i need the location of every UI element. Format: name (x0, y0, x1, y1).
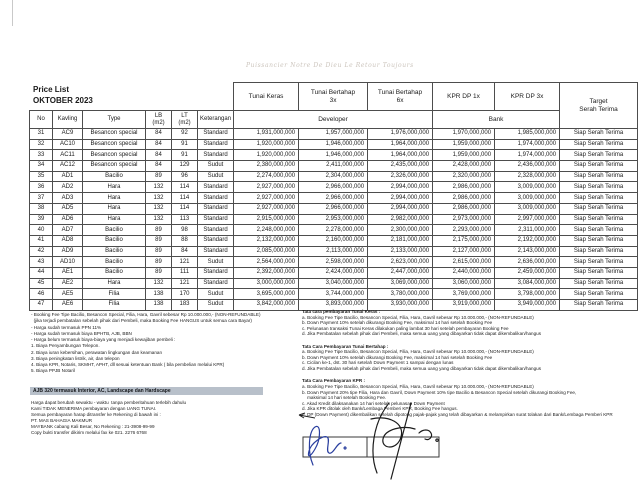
cell-no: 42 (30, 246, 53, 257)
cell-keterangan: Standard (198, 267, 234, 278)
cell-keterangan: Standard (198, 203, 234, 214)
cell-tunai_bertahap_6x: 2,133,000,000 (368, 246, 433, 257)
cell-tunai_bertahap_6x: 2,326,000,000 (368, 171, 433, 182)
cell-no: 35 (30, 171, 53, 182)
cell-kavling: AC11 (53, 150, 83, 161)
cell-type: Hara (83, 278, 146, 289)
cell-no: 32 (30, 139, 53, 150)
cell-kpr_dp_1x: 3,769,000,000 (433, 289, 495, 300)
cell-no: 40 (30, 225, 53, 236)
note-line: 5. Biaya PPJB Notaril (31, 368, 75, 374)
cell-no: 41 (30, 235, 53, 246)
cell-keterangan: Sudut (198, 171, 234, 182)
col-header-kpr-dp-3x: KPR DP 3x (495, 83, 560, 111)
cell-lb: 132 (146, 203, 172, 214)
cell-tunai_bertahap_3x: 2,304,000,000 (299, 171, 368, 182)
cell-tunai_bertahap_3x: 2,953,000,000 (299, 214, 368, 225)
section-item: c. Pelunasan transaksi Tunai Keras dilakukan paling lambat 30 hari setelah pembayaran Booking Fee (302, 325, 509, 331)
cell-tunai_keras: 3,842,000,000 (234, 300, 299, 311)
cell-kavling: AD6 (53, 214, 83, 225)
cell-lb: 84 (146, 129, 172, 140)
cell-tunai_bertahap_6x: 3,069,000,000 (368, 278, 433, 289)
header-line: Tunai Bertahap (310, 89, 356, 97)
cell-tunai_keras: 2,927,000,000 (234, 193, 299, 204)
cell-type: Bacilio (83, 235, 146, 246)
cell-target: Siap Serah Terima (560, 139, 638, 150)
cell-kpr_dp_3x: 2,436,000,000 (495, 161, 560, 172)
cell-kavling: AC9 (53, 129, 83, 140)
cell-target: Siap Serah Terima (560, 267, 638, 278)
cell-lt: 111 (172, 267, 198, 278)
pen-arrow-icon (299, 413, 315, 418)
cell-type: Besancon special (83, 161, 146, 172)
cell-kavling: AE1 (53, 267, 83, 278)
cell-kpr_dp_1x: 2,440,000,000 (433, 267, 495, 278)
cell-type: Hara (83, 203, 146, 214)
cell-tunai_bertahap_3x: 3,893,000,000 (299, 300, 368, 311)
section-title: Tata Cara Pembayaran Tunai Bertahap : (302, 343, 389, 349)
cell-lb: 138 (146, 289, 172, 300)
cell-kpr_dp_1x: 2,986,000,000 (433, 203, 495, 214)
cell-no: 43 (30, 257, 53, 268)
section-item: a. Booking Fee Tipe Bacilio, Besancon Special, Filia, Hara, Gavril sebesar Rp 10.000.000,- (NON-REFUNDABLE) (302, 384, 534, 390)
cell-tunai_bertahap_6x: 1,964,000,000 (368, 150, 433, 161)
cell-target: Siap Serah Terima (560, 171, 638, 182)
cell-no: 37 (30, 193, 53, 204)
cell-lb: 132 (146, 278, 172, 289)
cell-no: 34 (30, 161, 53, 172)
table-row (30, 235, 638, 246)
cell-kpr_dp_1x: 2,986,000,000 (433, 182, 495, 193)
note-line: (jika terjadi pembatalan sebelah pihak dari Pembeli, maka Booking Fee HANGUS untuk semua cara Bayar) (31, 318, 252, 324)
cell-lt: 114 (172, 203, 198, 214)
cell-no: 47 (30, 300, 53, 311)
cell-lb: 89 (146, 225, 172, 236)
note-line: - Booking Fee Tipe Bacilio, Besancon Special, Filia, Hara, Gavril sebesar Rp 10.000.000,- (NON-REFUNDABLE) (31, 312, 261, 317)
section-title: Tata Cara Pembayaran KPR : (302, 378, 365, 384)
note-line: - Harga sudah termasuk biaya BPHTB, AJB, BBN (31, 330, 132, 336)
cell-target: Siap Serah Terima (560, 129, 638, 140)
cell-keterangan: Sudut (198, 257, 234, 268)
cell-lb: 138 (146, 300, 172, 311)
cell-tunai_keras: 2,927,000,000 (234, 182, 299, 193)
cell-kpr_dp_1x: 2,986,000,000 (433, 193, 495, 204)
header-line: LT (181, 112, 188, 119)
cell-kpr_dp_3x: 2,311,000,000 (495, 225, 560, 236)
cell-lt: 121 (172, 257, 198, 268)
cell-kavling: AD2 (53, 182, 83, 193)
cell-tunai_bertahap_3x: 3,744,000,000 (299, 289, 368, 300)
cell-lt: 114 (172, 182, 198, 193)
cell-tunai_bertahap_6x: 2,982,000,000 (368, 214, 433, 225)
cell-target: Siap Serah Terima (560, 289, 638, 300)
cell-keterangan: Sudut (198, 289, 234, 300)
cell-tunai_bertahap_6x: 2,447,000,000 (368, 267, 433, 278)
header-line: Serah Terima (579, 105, 618, 113)
cell-kpr_dp_1x: 1,970,000,000 (433, 129, 495, 140)
cell-keterangan: Standard (198, 214, 234, 225)
cell-tunai_keras: 2,274,000,000 (234, 171, 299, 182)
cell-keterangan: Standard (198, 182, 234, 193)
header-line: (m2) (178, 119, 191, 126)
table-row (30, 129, 638, 140)
cell-kavling: AE2 (53, 278, 83, 289)
cell-lt: 98 (172, 225, 198, 236)
cell-kpr_dp_3x: 3,798,000,000 (495, 289, 560, 300)
cell-lb: 89 (146, 171, 172, 182)
cell-tunai_keras: 2,915,000,000 (234, 214, 299, 225)
header-line: Target (589, 98, 608, 106)
cell-kavling: AE5 (53, 289, 83, 300)
payment-instructions (31, 400, 276, 435)
section-item: d. Jika Pembatalan sebelah pihak dari Pembeli, maka semua uang yang dibayarkan tidak dapat dikembalikan/hangus (302, 331, 542, 337)
cell-tunai_keras: 3,695,000,000 (234, 289, 299, 300)
cell-keterangan: Standard (198, 150, 234, 161)
cell-target: Siap Serah Terima (560, 203, 638, 214)
cell-tunai_keras: 2,380,000,000 (234, 161, 299, 172)
cell-target: Siap Serah Terima (560, 214, 638, 225)
cell-kavling: AD8 (53, 235, 83, 246)
cell-tunai_bertahap_3x: 2,598,000,000 (299, 257, 368, 268)
cell-no: 33 (30, 150, 53, 161)
section-item: b. Down Payment 20% tipe Filia, Hara dan Gavril, Down Payment 10% tipe Bacilio & Besancon Special setelah dikurangi Booking Fee, (302, 389, 577, 395)
section-item: c. Akad Kredit dilaksanakan 14 hari setelah pelunasan Down Payment (302, 400, 445, 406)
table-row (30, 214, 638, 225)
cell-type: Besancon special (83, 139, 146, 150)
cell-lt: 84 (172, 246, 198, 257)
cell-kpr_dp_3x: 1,985,000,000 (495, 129, 560, 140)
payment-line: Semua pembayaran harap ditransfer ke Rekening di bawah ini : (31, 411, 161, 417)
cell-kavling: AC12 (53, 161, 83, 172)
cell-type: Bacilio (83, 257, 146, 268)
cell-kavling: AE6 (53, 300, 83, 311)
header-row-2 (30, 111, 638, 129)
cell-tunai_keras: 2,132,000,000 (234, 235, 299, 246)
col-header-lt (172, 111, 198, 129)
cell-target: Siap Serah Terima (560, 182, 638, 193)
cell-type: Hara (83, 193, 146, 204)
cell-target: Siap Serah Terima (560, 257, 638, 268)
signature-blue-icon (308, 426, 346, 465)
cell-lt: 121 (172, 278, 198, 289)
table-row (30, 182, 638, 193)
cell-tunai_bertahap_6x: 2,181,000,000 (368, 235, 433, 246)
cell-kavling: AD10 (53, 257, 83, 268)
cell-tunai_keras: 2,085,000,000 (234, 246, 299, 257)
header-line: 3x (329, 96, 337, 104)
table-row (30, 193, 638, 204)
cell-tunai_bertahap_6x: 2,994,000,000 (368, 193, 433, 204)
cell-lb: 89 (146, 257, 172, 268)
signature-box-left (303, 437, 367, 457)
section-item: b. Down Payment 10% setelah dikurangi Booking Fee, maksimal 14 hari setelah Booking Fee (302, 354, 493, 360)
cell-kpr_dp_1x: 2,615,000,000 (433, 257, 495, 268)
table-row (30, 246, 638, 257)
cell-lb: 132 (146, 182, 172, 193)
cell-type: Bacilio (83, 246, 146, 257)
col-header-tunai-bertahap-6x (368, 83, 433, 111)
header-line: (m2) (152, 119, 165, 126)
note-line: - Harga sudah termasuk PPN 11% (31, 324, 102, 330)
cell-keterangan: Standard (198, 235, 234, 246)
cell-tunai_bertahap_3x: 3,040,000,000 (299, 278, 368, 289)
cell-type: Hara (83, 214, 146, 225)
cell-tunai_bertahap_6x: 2,994,000,000 (368, 182, 433, 193)
payment-terms-section (302, 344, 640, 372)
col-header-tunai-keras: Tunai Keras (234, 83, 299, 111)
cell-kpr_dp_3x: 3,084,000,000 (495, 278, 560, 289)
payment-line: Harga dapat berubah sewaktu - waktu tanpa pemberitahuan terlebih dahulu (31, 400, 187, 405)
cell-tunai_bertahap_6x: 1,964,000,000 (368, 139, 433, 150)
cell-target: Siap Serah Terima (560, 161, 638, 172)
cell-tunai_bertahap_6x: 2,435,000,000 (368, 161, 433, 172)
cell-type: Bacilio (83, 267, 146, 278)
cell-tunai_bertahap_3x: 1,957,000,000 (299, 129, 368, 140)
cell-lt: 183 (172, 300, 198, 311)
cell-kpr_dp_1x: 2,320,000,000 (433, 171, 495, 182)
col-header-lb (146, 111, 172, 129)
cell-lb: 89 (146, 267, 172, 278)
cell-tunai_keras: 1,931,000,000 (234, 129, 299, 140)
note-line: 2. Biaya iuran kebersihan, perawatan lingkungan dan keamanan (31, 349, 163, 355)
cell-target: Siap Serah Terima (560, 193, 638, 204)
payment-line: PT. MAS BAHAGIA MAKMUR (31, 417, 93, 423)
cell-tunai_bertahap_3x: 2,278,000,000 (299, 225, 368, 236)
cell-lb: 84 (146, 161, 172, 172)
cell-lb: 89 (146, 235, 172, 246)
cell-lt: 91 (172, 150, 198, 161)
payment-line: MAYBANK cabang Kali Besar, No Rekening : 21-3908-99-99 (31, 423, 155, 429)
cell-kavling: AC10 (53, 139, 83, 150)
cell-type: Besancon special (83, 129, 146, 140)
table-row (30, 150, 638, 161)
cell-target: Siap Serah Terima (560, 300, 638, 311)
header-row-1 (30, 83, 638, 111)
signature-black-icon (371, 403, 438, 479)
cell-keterangan: Standard (198, 193, 234, 204)
cell-tunai_bertahap_6x: 2,300,000,000 (368, 225, 433, 236)
cell-kpr_dp_3x: 2,328,000,000 (495, 171, 560, 182)
cell-tunai_keras: 1,920,000,000 (234, 139, 299, 150)
cell-type: Filia (83, 289, 146, 300)
notes-left (31, 312, 276, 375)
scan-artifact-line (12, 0, 13, 26)
payment-line: Copy bukti transfer dikirim melalui fax ke 021. 2276 6768 (31, 429, 147, 435)
cell-kpr_dp_1x: 2,428,000,000 (433, 161, 495, 172)
section-item: e. DP (Down Payment) dikembalikan setelah dipotong pajak-pajak yang telah dibayarkan & melampirkan surat tolakan dari Bank/Lembaga Pemberi KPR (302, 411, 613, 417)
cell-lb: 89 (146, 246, 172, 257)
cell-tunai_bertahap_3x: 1,946,000,000 (299, 150, 368, 161)
col-header-keterangan: Keterangan (198, 111, 234, 129)
section-item: d. Jika KPR ditolak oleh Bank/Lembaga Pemberi KPR, Booking Fee hangus. (302, 406, 458, 412)
cell-no: 44 (30, 267, 53, 278)
cell-tunai_keras: 3,000,000,000 (234, 278, 299, 289)
col-header-kpr-dp-1x: KPR DP 1x (433, 83, 495, 111)
cell-lb: 84 (146, 150, 172, 161)
note-line: 4. Biaya KPR, Notaris, SKMHT, APHT, dll sesuai ketentuan Bank ( bila pembelian melalui KPR) (31, 362, 225, 367)
cell-kpr_dp_1x: 2,175,000,000 (433, 235, 495, 246)
cell-lb: 132 (146, 193, 172, 204)
cell-tunai_keras: 2,248,000,000 (234, 225, 299, 236)
cell-type: Bacilio (83, 225, 146, 236)
cell-keterangan: Sudut (198, 161, 234, 172)
cell-lt: 91 (172, 139, 198, 150)
cell-kavling: AD5 (53, 203, 83, 214)
cell-tunai_bertahap_6x: 1,976,000,000 (368, 129, 433, 140)
cell-keterangan: Standard (198, 246, 234, 257)
cell-no: 36 (30, 182, 53, 193)
cell-tunai_bertahap_3x: 2,966,000,000 (299, 182, 368, 193)
group-header-bank: Bank (433, 111, 560, 129)
price-table-body (30, 129, 638, 311)
cell-lt: 129 (172, 161, 198, 172)
cell-kpr_dp_3x: 1,974,000,000 (495, 139, 560, 150)
cell-keterangan: Standard (198, 278, 234, 289)
section-title: Tata cara pembayaran Tunai Keras : (302, 309, 381, 314)
cell-kpr_dp_3x: 2,636,000,000 (495, 257, 560, 268)
cell-kpr_dp_1x: 3,919,000,000 (433, 300, 495, 311)
signature-area (293, 393, 453, 480)
note-line: 1. Biaya Penyambungan Telepon. (31, 343, 100, 349)
cell-tunai_bertahap_6x: 3,780,000,000 (368, 289, 433, 300)
table-row (30, 289, 638, 300)
cell-lb: 84 (146, 139, 172, 150)
section-item: c. Cicilan ke-1, dst. 30 hari setelah Down Payment 1 sampai dengan lunas (302, 360, 454, 366)
table-row (30, 257, 638, 268)
cell-keterangan: Standard (198, 139, 234, 150)
cell-tunai_bertahap_3x: 2,411,000,000 (299, 161, 368, 172)
cell-tunai_bertahap_3x: 2,113,000,000 (299, 246, 368, 257)
cell-tunai_keras: 2,927,000,000 (234, 203, 299, 214)
cell-target: Siap Serah Terima (560, 225, 638, 236)
cell-kavling: AD7 (53, 225, 83, 236)
section-item: b. Down Payment 10% setelah dikurangi Booking Fee, maksimal 14 hari setelah Booking Fee (302, 320, 493, 326)
cell-tunai_bertahap_6x: 3,930,000,000 (368, 300, 433, 311)
cell-type: Hara (83, 182, 146, 193)
table-row (30, 267, 638, 278)
cell-lt: 96 (172, 171, 198, 182)
cell-tunai_bertahap_3x: 2,424,000,000 (299, 267, 368, 278)
page-title-line1: Price List (33, 85, 70, 94)
cell-kpr_dp_3x: 2,459,000,000 (495, 267, 560, 278)
cell-keterangan: Standard (198, 225, 234, 236)
section-item: maksimal 14 hari setelah Booking Fee. (302, 395, 387, 401)
col-header-kavling: Kavling (53, 111, 83, 129)
cell-no: 39 (30, 214, 53, 225)
cell-kpr_dp_3x: 2,997,000,000 (495, 214, 560, 225)
cell-tunai_keras: 2,564,000,000 (234, 257, 299, 268)
cell-lt: 88 (172, 235, 198, 246)
cell-target: Siap Serah Terima (560, 278, 638, 289)
price-table (29, 82, 638, 311)
group-header-developer: Developer (234, 111, 433, 129)
cell-type: Besancon special (83, 150, 146, 161)
cell-kpr_dp_3x: 2,143,000,000 (495, 246, 560, 257)
section-item: a. Booking Fee Tipe Bacilio, Besancon Special, Filia, Hara, Gavril sebesar Rp 10.000.000,- (NON-REFUNDABLE) (302, 314, 534, 320)
table-row (30, 139, 638, 150)
section-item: d. Jika Pembatalan sebelah pihak dari Pembeli, maka semua uang yang dibayarkan tidak dapat dikembalikan/hangus (302, 365, 542, 371)
highlighted-note: AJB 320 termasuk Interior, AC, Landscape dan Hardscape (30, 387, 263, 395)
payment-line: Kami TIDAK MENERIMA pembayaran dengan UANG TUNAI. (31, 405, 157, 411)
cell-kpr_dp_1x: 2,293,000,000 (433, 225, 495, 236)
cell-lb: 132 (146, 214, 172, 225)
col-header-no: No (30, 111, 53, 129)
cell-no: 46 (30, 289, 53, 300)
cell-kavling: AD3 (53, 193, 83, 204)
cell-target: Siap Serah Terima (560, 246, 638, 257)
cell-tunai_bertahap_3x: 2,160,000,000 (299, 235, 368, 246)
cell-kavling: AD9 (53, 246, 83, 257)
cell-kpr_dp_1x: 1,959,000,000 (433, 139, 495, 150)
payment-terms-section (302, 309, 640, 337)
cell-lt: 92 (172, 129, 198, 140)
cell-tunai_bertahap_6x: 2,623,000,000 (368, 257, 433, 268)
col-header-tunai-bertahap-3x (299, 83, 368, 111)
header-line: 6x (396, 96, 404, 104)
cell-lt: 113 (172, 214, 198, 225)
col-header-target-serah-terima (560, 83, 638, 129)
table-row (30, 225, 638, 236)
cell-tunai_bertahap_3x: 2,966,000,000 (299, 193, 368, 204)
header-line: LB (154, 112, 163, 119)
cell-kpr_dp_1x: 2,127,000,000 (433, 246, 495, 257)
cell-target: Siap Serah Terima (560, 150, 638, 161)
header-line: Tunai Bertahap (377, 89, 423, 97)
cell-no: 45 (30, 278, 53, 289)
document-tagline: Puissancier Notre De Dieu Le Retour Toujours (246, 62, 414, 69)
note-line: - Harga belum termasuk biaya-biaya yang menjadi kewajiban pembeli : (31, 337, 176, 342)
cell-no: 38 (30, 203, 53, 214)
cell-kpr_dp_1x: 3,060,000,000 (433, 278, 495, 289)
cell-keterangan: Sudut (198, 300, 234, 311)
section-item: a. Booking Fee Tipe Bacilio, Besancon Special, Filia, Hara, Gavril sebesar Rp 10.000.000,- (NON-REFUNDABLE) (302, 349, 534, 355)
cell-tunai_bertahap_3x: 1,946,000,000 (299, 139, 368, 150)
cell-tunai_keras: 1,920,000,000 (234, 150, 299, 161)
cell-kpr_dp_3x: 3,009,000,000 (495, 182, 560, 193)
table-row (30, 161, 638, 172)
cell-kpr_dp_3x: 1,974,000,000 (495, 150, 560, 161)
cell-kavling: AD1 (53, 171, 83, 182)
cell-kpr_dp_3x: 3,949,000,000 (495, 300, 560, 311)
cell-tunai_bertahap_3x: 2,966,000,000 (299, 203, 368, 214)
cell-kpr_dp_1x: 2,973,000,000 (433, 214, 495, 225)
page-title-line2: OKTOBER 2023 (33, 96, 93, 105)
cell-tunai_keras: 2,392,000,000 (234, 267, 299, 278)
cell-target: Siap Serah Terima (560, 235, 638, 246)
header-spacer (30, 83, 234, 111)
note-line: 3. Biaya peningkatan listrik, air, dan telepon (31, 355, 120, 361)
cell-kpr_dp_1x: 1,959,000,000 (433, 150, 495, 161)
cell-kpr_dp_3x: 2,192,000,000 (495, 235, 560, 246)
cell-type: Bacilio (83, 171, 146, 182)
cell-lt: 170 (172, 289, 198, 300)
col-header-type: Type (83, 111, 146, 129)
table-row (30, 171, 638, 182)
table-row (30, 203, 638, 214)
cell-type: Filia (83, 300, 146, 311)
cell-no: 31 (30, 129, 53, 140)
cell-kpr_dp_3x: 3,009,000,000 (495, 203, 560, 214)
cell-kpr_dp_3x: 3,009,000,000 (495, 193, 560, 204)
cell-tunai_bertahap_6x: 2,994,000,000 (368, 203, 433, 214)
cell-lt: 114 (172, 193, 198, 204)
cell-keterangan: Standard (198, 129, 234, 140)
table-row (30, 278, 638, 289)
